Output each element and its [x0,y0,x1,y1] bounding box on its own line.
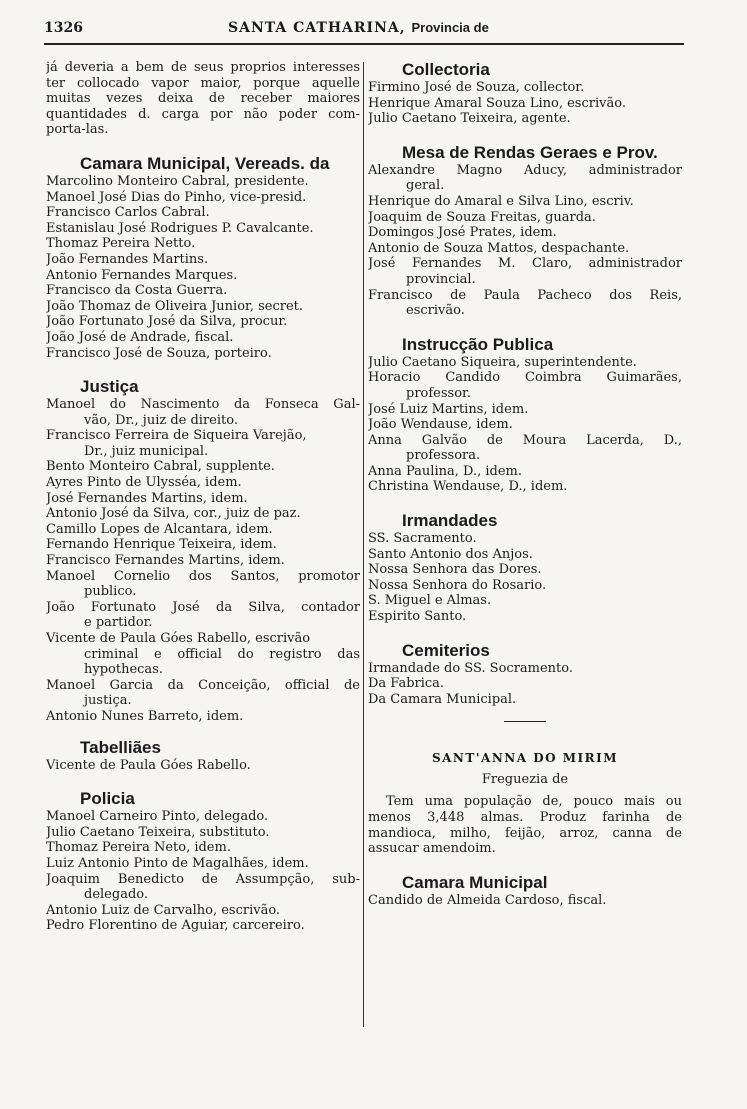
list-item: Vicente de Paula Góes Rabello. [46,757,251,773]
list-item: justiça. [84,693,132,709]
section-heading-justica: Justiça [80,377,139,397]
justica-list [46,397,360,724]
list-item: Manoel Garcia da Conceição, official de [46,677,360,693]
list-item: Luiz Antonio Pinto de Magalhães, idem. [46,855,309,871]
list-item: Thomaz Pereira Neto, idem. [46,840,231,856]
list-item: Estanislau José Rodrigues P. Cavalcante. [46,220,314,236]
list-item: e partidor. [84,615,153,631]
section-heading-instruccao: Instrucção Publica [402,334,554,354]
list-item: Da Camara Municipal. [368,691,517,707]
paragraph-line: mandioca, milho, feijão, arroz, canna de [368,825,682,841]
tabelliaes-list [46,758,360,774]
list-item: delegado. [84,887,148,903]
list-item: hypothecas. [84,662,163,678]
section-heading-policia: Policia [80,789,135,809]
list-item: Francisco de Paula Pacheco dos Reis, [368,287,682,303]
list-item: Firmino José de Souza, collector. [368,80,585,95]
list-item: Candido de Almeida Cardoso, fiscal. [368,892,607,908]
list-item: Ayres Pinto de Ulysséa, idem. [46,475,242,491]
running-title-main: SANTA CATHARINA, [228,20,406,36]
column-divider [363,62,364,1027]
instruccao-list [368,355,682,495]
list-item: Francisco Ferreira de Siqueira Varejão, [46,428,307,444]
list-item: Francisco José de Souza, porteiro. [46,345,272,361]
paragraph-line: assucar amendoim. [368,841,496,857]
list-item: Vicente de Paula Góes Rabello, escrivão [46,631,311,646]
list-item: Henrique do Amaral e Silva Lino, escriv. [368,193,634,209]
list-item: Domingos José Prates, idem. [368,225,557,241]
list-item: José Fernandes Martins, idem. [46,490,248,506]
list-item: Manoel Carneiro Pinto, delegado. [46,809,269,825]
list-item: Julio Caetano Siqueira, superintendente. [368,354,637,370]
cemiterios-list [368,661,682,708]
left-column [46,60,360,934]
list-item: José Luiz Martins, idem. [368,401,529,417]
policia-list [46,809,360,934]
section-heading-santanna: SANT'ANNA DO MIRIM [431,751,619,766]
header-rule [44,43,684,45]
list-item: Julio Caetano Teixeira, agente. [368,111,571,127]
list-item: Irmandade do SS. Socramento. [368,660,574,676]
list-item: professora. [406,448,481,464]
list-item: Anna Galvão de Moura Lacerda, D., [368,432,682,448]
intro-line: ter collocado vapor maior, porque aquelle [46,75,360,91]
section-heading-camara2: Camara Municipal [402,872,548,892]
intro-line: muitas vezes deixa de receber maiores [46,91,360,107]
list-item: publico. [84,584,137,600]
list-item: Manoel José Dias do Pinho, vice-presid. [46,189,307,205]
irmandades-list [368,531,682,625]
list-item: Francisco da Costa Guerra. [46,283,228,299]
list-item: Alexandre Magno Aducy, administrador [368,162,682,178]
list-item: Antonio de Souza Mattos, despachante. [368,240,630,256]
list-item: Horacio Candido Coimbra Guimarães, [368,370,682,386]
list-item: Fernando Henrique Teixeira, idem. [46,537,277,553]
list-item: Henrique Amaral Souza Lino, escrivão. [368,95,626,111]
list-item: Christina Wendause, D., idem. [368,479,568,495]
list-item: João Fernandes Martins. [46,251,209,267]
running-title-suffix: Provincia de [411,20,489,35]
freguezia-subheading: Freguezia de [481,772,569,788]
list-item: José Fernandes M. Claro, administrador [368,256,682,272]
list-item: Joaquim de Souza Freitas, guarda. [368,209,596,225]
list-item: Julio Caetano Teixeira, substituto. [46,824,270,840]
camara2-list [368,893,682,909]
list-item: vão, Dr., juiz de direito. [84,412,238,428]
list-item: Manoel do Nascimento da Fonseca Gal- [46,397,360,413]
list-item: Thomaz Pereira Netto. [46,236,196,252]
list-item: geral. [406,178,445,194]
section-heading-collectoria: Collectoria [402,60,490,79]
section-heading-irmandades: Irmandades [402,511,498,531]
list-item: João Fortunato José da Silva, contador [46,599,360,615]
section-heading-cemiterios: Cemiterios [402,640,490,660]
collectoria-list [368,80,682,127]
intro-line: quantidades d. carga por não poder com- [46,106,360,122]
list-item: Dr., juiz municipal. [84,443,209,459]
list-item: João Wendause, idem. [368,417,513,433]
running-title [228,20,489,36]
list-item: SS. Sacramento. [368,531,477,547]
list-item: Manoel Cornelio dos Santos, promotor [46,568,360,584]
list-item: Camillo Lopes de Alcantara, idem. [46,521,273,537]
section-heading-tabelliaes: Tabelliães [80,737,161,757]
right-column [368,60,682,908]
list-item: Joaquim Benedicto de Assumpção, sub- [46,871,360,887]
list-item: Antonio Fernandes Marques. [46,267,238,283]
list-item: Da Fabrica. [368,676,445,692]
intro-line: porta-las. [46,122,109,138]
paragraph-line: Tem uma população de, pouco mais ou [386,794,682,810]
mesa-list [368,163,682,319]
list-item: Nossa Senhora das Dores. [368,562,542,578]
list-item: Marcolino Monteiro Cabral, presidente. [46,173,309,189]
page-header [44,18,684,40]
intro-line: já deveria a bem de seus proprios interesses [46,60,360,75]
list-item: Antonio Luiz de Carvalho, escrivão. [46,902,281,918]
intro-paragraph [46,60,360,138]
list-item: provincial. [406,271,476,287]
list-item: S. Miguel e Almas. [368,593,492,609]
list-item: criminal e official do registro das [84,646,360,662]
list-item: Antonio José da Silva, cor., juiz de paz. [46,506,301,522]
list-item: João Fortunato José da Silva, procur. [46,314,288,330]
list-item: João Thomaz de Oliveira Junior, secret. [46,298,303,314]
list-item: Bento Monteiro Cabral, supplente. [46,459,275,475]
list-item: Francisco Fernandes Martins, idem. [46,553,285,569]
list-item: professor. [406,385,471,401]
list-item: Nossa Senhora do Rosario. [368,577,547,593]
list-item: escrivão. [406,303,465,319]
camara-list [46,174,360,361]
section-heading-camara: Camara Municipal, Vereads. da [80,153,330,173]
page-number: 1326 [44,20,83,36]
list-item: Francisco Carlos Cabral. [46,205,210,221]
list-item: Espirito Santo. [368,609,467,625]
section-heading-mesa: Mesa de Rendas Geraes e Prov. [402,142,658,162]
list-item: Anna Paulina, D., idem. [368,463,522,479]
list-item: Santo Antonio dos Anjos. [368,546,533,562]
list-item: Antonio Nunes Barreto, idem. [46,708,244,724]
list-item: Pedro Florentino de Aguiar, carcereiro. [46,918,305,934]
paragraph-line: menos 3,448 almas. Produz farinha de [368,810,682,825]
list-item: João José de Andrade, fiscal. [46,329,234,345]
santanna-paragraph [368,794,682,856]
